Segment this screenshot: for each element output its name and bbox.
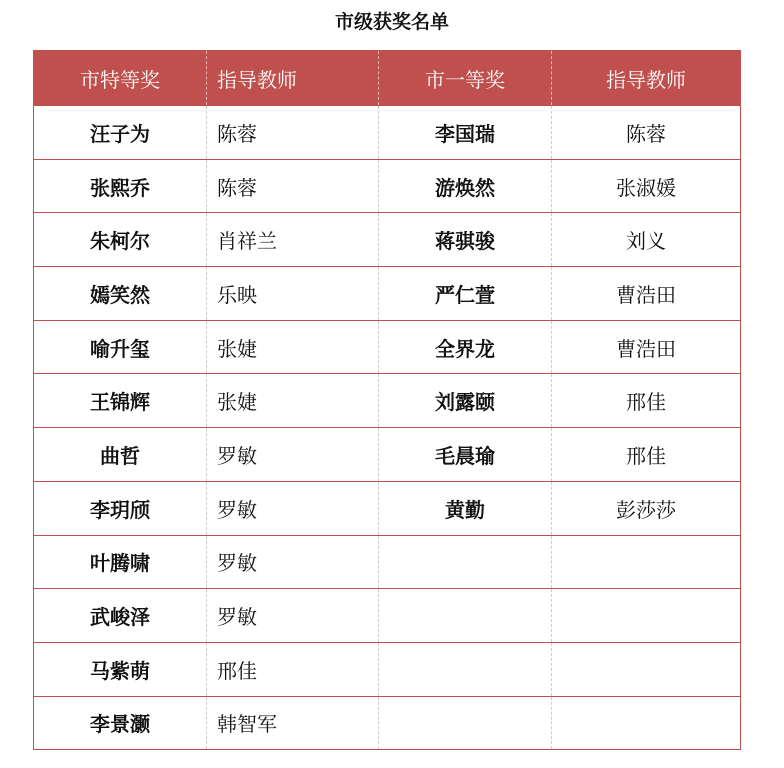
award-table: [33, 50, 741, 750]
first-teacher: [552, 535, 741, 589]
first-teacher: 邢佳: [552, 428, 741, 482]
first-teacher: [552, 642, 741, 696]
special-teacher: 肖祥兰: [207, 213, 379, 267]
first-winner: 全界龙: [379, 320, 552, 374]
table-row: [34, 320, 741, 374]
special-winner: 张熙乔: [34, 159, 207, 213]
special-teacher: 陈蓉: [207, 106, 379, 160]
special-teacher: 乐映: [207, 267, 379, 321]
header-first-teacher: 指导教师: [552, 51, 741, 106]
special-winner: 嫣笑然: [34, 267, 207, 321]
special-winner: 叶腾啸: [34, 535, 207, 589]
page-title: 市级获奖名单: [334, 11, 449, 33]
first-teacher: 曹浩田: [552, 320, 741, 374]
first-winner: 毛晨瑜: [379, 428, 552, 482]
special-teacher: 张婕: [207, 320, 379, 374]
header-special-award: 市特等奖: [34, 51, 207, 106]
header-special-teacher: 指导教师: [207, 51, 379, 106]
special-teacher: 陈蓉: [207, 159, 379, 213]
first-teacher: [552, 696, 741, 750]
special-winner: 李玥颀: [34, 481, 207, 535]
first-winner: [379, 535, 552, 589]
first-winner: [379, 589, 552, 643]
special-teacher: 罗敏: [207, 428, 379, 482]
first-winner: [379, 696, 552, 750]
special-winner: 朱柯尔: [34, 213, 207, 267]
special-winner: 汪子为: [34, 106, 207, 160]
special-teacher: 罗敏: [207, 589, 379, 643]
first-teacher: 邢佳: [552, 374, 741, 428]
table-row: [34, 589, 741, 643]
first-winner: 游焕然: [379, 159, 552, 213]
header-first-award: 市一等奖: [379, 51, 552, 106]
first-winner: 刘露颐: [379, 374, 552, 428]
special-winner: 王锦辉: [34, 374, 207, 428]
table-row: [34, 267, 741, 321]
first-winner: 严仁萱: [379, 267, 552, 321]
table-row: [34, 535, 741, 589]
first-teacher: [552, 589, 741, 643]
table-row: [34, 106, 741, 160]
special-winner: 喻升玺: [34, 320, 207, 374]
table-row: [34, 374, 741, 428]
first-teacher: 彭莎莎: [552, 481, 741, 535]
special-winner: 武峻泽: [34, 589, 207, 643]
special-teacher: 邢佳: [207, 642, 379, 696]
special-teacher: 罗敏: [207, 481, 379, 535]
first-winner: 蒋骐骏: [379, 213, 552, 267]
header-row: [34, 51, 741, 106]
table-row: [34, 428, 741, 482]
first-winner: 黄勤: [379, 481, 552, 535]
special-teacher: 韩智军: [207, 696, 379, 750]
table-row: [34, 159, 741, 213]
table-row: [34, 696, 741, 750]
special-teacher: 张婕: [207, 374, 379, 428]
first-winner: 李国瑞: [379, 106, 552, 160]
table-row: [34, 642, 741, 696]
first-teacher: 刘义: [552, 213, 741, 267]
first-teacher: 曹浩田: [552, 267, 741, 321]
table-row: [34, 481, 741, 535]
first-teacher: 张淑媛: [552, 159, 741, 213]
special-winner: 李景灏: [34, 696, 207, 750]
first-teacher: 陈蓉: [552, 106, 741, 160]
special-teacher: 罗敏: [207, 535, 379, 589]
special-winner: 马紫萌: [34, 642, 207, 696]
special-winner: 曲哲: [34, 428, 207, 482]
first-winner: [379, 642, 552, 696]
table-row: [34, 213, 741, 267]
